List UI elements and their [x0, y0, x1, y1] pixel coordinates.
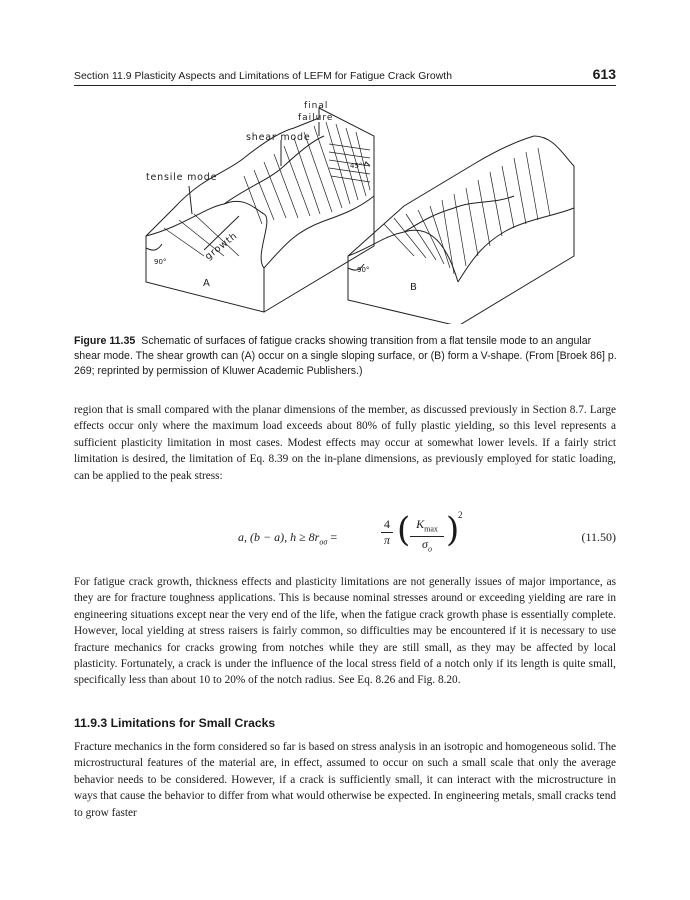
tensile-mode-arrow: [189, 186, 192, 214]
specimen-a-side-face: [264, 196, 374, 312]
specimen-a-fracture-edge: [264, 196, 374, 268]
label-specimen-a: A: [203, 278, 210, 289]
subsection-heading: 11.9.3 Limitations for Small Cracks: [74, 716, 276, 730]
label-specimen-b: B: [410, 282, 417, 293]
specimen-b-back-edge: [534, 136, 574, 208]
specimen-b-v-valley: [404, 196, 514, 232]
paragraph-3: Fracture mechanics in the form considered so far is based on stress analysis in an isotropic and homogeneous solid. The microstructural features of the material are, in effect, assumed to occur on such a small scale that only the average behavior needs to be considered. However, if a crack is sufficiently small, it can interact with the microstructure in ways that cause the behavior to differ from what would otherwise be expected. In engineering metals, small cracks tend to grow faster: [74, 741, 616, 819]
equation-number: (11.50): [581, 530, 616, 544]
page-number: 613: [592, 66, 616, 82]
specimen-b-v-groove: [348, 230, 458, 282]
paragraph-2: For fatigue crack growth, thickness effects and plasticity limitations are not generally issues of major importance, as they are for fracture toughness applications. This is because nominal stresses around or exceeding yielding are rare in engineering situations except near the very end of the life, when the fatigue crack growth phase is essentially complete. However, local yielding at stress raisers is fairly common, so difficulties may be encountered if it is necessary to use fracture mechanics for cracks growing from notches while they are still small, as they may be affected by local plasticity. Fortunately, a crack is under the influence of the local stress field of a notch only if its length is quite small, specifically less than about 10 to 20% of the notch radius. See Eq. 8.26 and Fig. 8.20.: [74, 576, 616, 687]
equation-lhs: a, (b − a), $h \ge 8r_{o\sigma}$ =: [238, 530, 338, 547]
paragraph-1: region that is small compared with the planar dimensions of the member, as discussed previously in Section 8.7. Large effects occur only where the maximum load exceeds about 80% of fully plastic yielding, so this level represents a sufficient plasticity limitation in most cases. Modest effects may occur at somewhat lower levels. If a fairly strict limitation is desired, the limitation of Eq. 8.39 on the in-plane dimensions, as previously employed for static loading, can be applied to the peak stress:: [74, 404, 616, 482]
label-shear-mode: shear mode: [246, 132, 311, 143]
section-title: Section 11.9 Plasticity Aspects and Limitations of LEFM for Fatigue Crack Growth: [74, 71, 453, 82]
equation-paren-open: (: [397, 510, 411, 550]
running-header: [74, 66, 616, 86]
label-angle-90-a: 90°: [154, 258, 167, 266]
equation-fraction-4-pi: $\frac{4}{\pi}$: [381, 517, 393, 548]
label-angle-45: 45°: [350, 162, 363, 170]
caption-text: Schematic of surfaces of fatigue cracks showing transition from a flat tensile mode to an angular shear mode. The shear growth can (A) occur on a single sloping surface, or (B) form a V-shape. (From [Broek 86] p. 269; reprinted by permission of Kluwer Academic Publishers.): [74, 335, 617, 377]
specimen-a-front-face: [146, 236, 264, 312]
equation-fraction-kmax: $K_{max}$ $\sigma_o$: [410, 517, 444, 557]
label-angle-90-b: 90°: [357, 266, 370, 274]
equation-11-50: [74, 510, 616, 562]
figure-label: Figure 11.35: [74, 335, 136, 347]
label-final-failure-2: failure: [298, 113, 334, 123]
label-growth: growth: [203, 230, 240, 263]
label-tensile-mode: tensile mode: [146, 172, 218, 183]
specimen-b-side-face: [458, 208, 574, 324]
label-final-failure-1: final: [304, 101, 329, 111]
figure-11-35: [74, 96, 616, 324]
specimen-b-top-edge: [348, 136, 534, 256]
specimen-b-groove-edge: [458, 208, 574, 282]
equation-exponent: 2: [458, 510, 463, 520]
figure-caption: [74, 334, 619, 379]
equation-paren-close: ): [446, 510, 460, 550]
